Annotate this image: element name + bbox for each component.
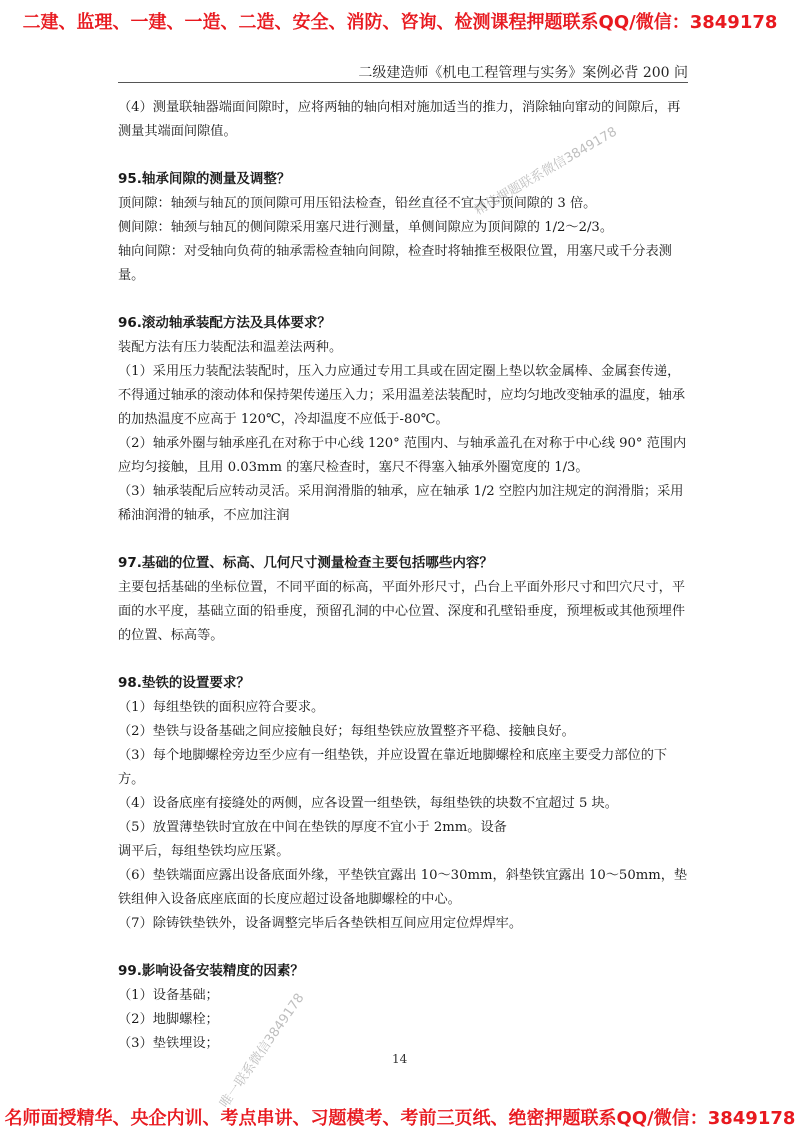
paragraph: （6）垫铁端面应露出设备底面外缘，平垫铁宜露出 10～30mm，斜垫铁宜露出 10～50mm，垫铁组伸入设备底座底面的长度应超过设备地脚螺栓的中心。 bbox=[118, 868, 688, 907]
paragraph: 侧间隙：轴颈与轴瓦的侧间隙采用塞尺进行测量，单侧间隙应为顶间隙的 1/2～2/3。 bbox=[118, 220, 614, 235]
running-head: 二级建造师《机电工程管理与实务》案例必背 200 问 bbox=[358, 65, 688, 81]
bottom-banner: 名师面授精华、央企内训、考点串讲、习题模考、考前三页纸、绝密押题联系QQ/微信：3849178 bbox=[4, 1108, 796, 1129]
section-96-title: 96.滚动轴承装配方法及具体要求？ bbox=[118, 315, 331, 331]
page-number: 14 bbox=[392, 1052, 408, 1066]
paragraph: （2）垫铁与设备基础之间应接触良好；每组垫铁应放置整齐平稳、接触良好。 bbox=[118, 724, 575, 739]
paragraph: 装配方法有压力装配法和温差法两种。 bbox=[118, 340, 343, 355]
paragraph: （5）放置薄垫铁时宜放在中间在垫铁的厚度不宜小于 2mm。设备 bbox=[118, 820, 507, 835]
page-content bbox=[118, 96, 688, 1056]
paragraph: 主要包括基础的坐标位置，不同平面的标高，平面外形尺寸，凸台上平面外形尺寸和凹穴尺寸，平面的水平度，基础立面的铅垂度，预留孔洞的中心位置、深度和孔壁铅垂度，预埋板或其他预埋件的位置、标高等。 bbox=[118, 580, 686, 643]
section-99-title: 99.影响设备安装精度的因素？ bbox=[118, 963, 304, 979]
paragraph: （2）轴承外圈与轴承座孔在对称于中心线 120° 范围内、与轴承盖孔在对称于中心线 90° 范围内应均匀接触，且用 0.03mm 的塞尺检查时，塞尺不得塞入轴承外圈宽度的 1/3。 bbox=[118, 436, 687, 475]
section-97-title: 97.基础的位置、标高、几何尺寸测量检查主要包括哪些内容？ bbox=[118, 555, 493, 571]
paragraph: 顶间隙：轴颈与轴瓦的顶间隙可用压铅法检查，铅丝直径不宜大于顶间隙的 3 倍。 bbox=[118, 196, 597, 211]
paragraph: （1）采用压力装配法装配时，压入力应通过专用工具或在固定圈上垫以软金属棒、金属套传递，不得通过轴承的滚动体和保持架传递压入力；采用温差法装配时，应均匀地改变轴承的温度，轴承的加热温度不应高于 120℃，冷却温度不应低于-80℃。 bbox=[118, 364, 686, 427]
paragraph: （1）每组垫铁的面积应符合要求。 bbox=[118, 700, 325, 715]
paragraph: （3）垫铁埋设； bbox=[118, 1036, 219, 1051]
section-95-title: 95.轴承间隙的测量及调整？ bbox=[118, 171, 291, 187]
header-rule bbox=[118, 82, 688, 83]
paragraph: 调平后，每组垫铁均应压紧。 bbox=[118, 844, 290, 859]
paragraph: （2）地脚螺栓； bbox=[118, 1012, 219, 1027]
paragraph: （3）轴承装配后应转动灵活。采用润滑脂的轴承，应在轴承 1/2 空腔内加注规定的润滑脂；采用稀油润滑的轴承，不应加注润 bbox=[118, 484, 684, 523]
section-98-title: 98.垫铁的设置要求？ bbox=[118, 675, 250, 691]
watermark: 精佳押题联系微信3849178 bbox=[472, 124, 620, 219]
paragraph: 轴向间隙：对受轴向负荷的轴承需检查轴向间隙，检查时将轴推至极限位置，用塞尺或千分表测量。 bbox=[118, 244, 672, 283]
paragraph: （1）设备基础； bbox=[118, 988, 219, 1003]
intro-paragraph: （4）测量联轴器端面间隙时，应将两轴的轴向相对施加适当的推力，消除轴向窜动的间隙后，再测量其端面间隙值。 bbox=[118, 100, 681, 139]
paragraph: （4）设备底座有接缝处的两侧，应各设置一组垫铁，每组垫铁的块数不宜超过 5 块。 bbox=[118, 796, 618, 811]
paragraph: （3）每个地脚螺栓旁边至少应有一组垫铁，并应设置在靠近地脚螺栓和底座主要受力部位的下方。 bbox=[118, 748, 668, 787]
watermark: 唯一联系微信3849178 bbox=[217, 990, 308, 1111]
top-banner: 二建、监理、一建、一造、二造、安全、消防、咨询、检测课程押题联系QQ/微信：3849178 bbox=[22, 12, 778, 33]
paragraph: （7）除铸铁垫铁外，设备调整完毕后各垫铁相互间应用定位焊焊牢。 bbox=[118, 916, 523, 931]
